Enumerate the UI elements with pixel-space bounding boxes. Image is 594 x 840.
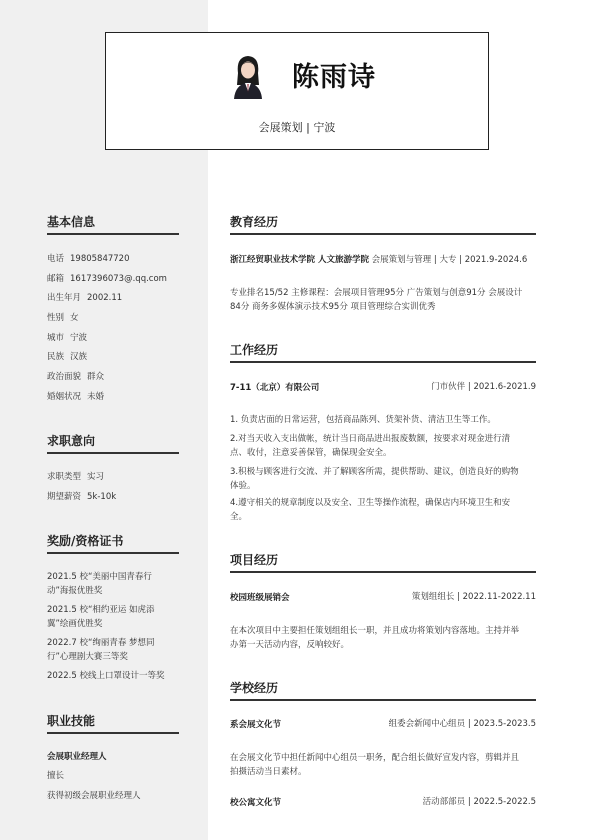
work-company: 7-11（北京）有限公司 [230,383,320,393]
info-row-phone: 电话 19805847720 [47,254,130,264]
info-row-marital: 婚姻状况 未婚 [47,392,105,402]
section-divider [47,732,179,734]
school-activity-name: 校公寓文化节 [230,798,282,808]
intent-row-salary: 期望薪资 5k-10k [47,492,117,502]
education-header: 浙江经贸职业技术学院 人文旅游学院 会展策划与管理 | 大专 | 2021.9-2024.6 [230,255,528,265]
education-description: 专业排名15/52 主修课程：会展项目管理95分 广告策划与创意91分 会展设计 84分 商务多媒体演示技术95分 项目管理综合实训优秀 [230,288,523,312]
section-divider [47,552,179,554]
section-divider [230,233,536,235]
award-item: 2021.5 校“美丽中国青春行 动”海报优胜奖 [47,572,152,596]
info-row-gender: 性别 女 [47,313,79,323]
project-role-date: 策划组组长 | 2022.11-2022.11 [411,592,536,602]
candidate-subtitle: 会展策划 | 宁波 [258,121,336,134]
avatar [230,51,266,99]
basic-info-title: 基本信息 [47,215,96,229]
section-divider [230,699,536,701]
award-item: 2022.7 校“绚丽青春 梦想同 行”心理剧大赛三等奖 [47,638,155,662]
header-card [105,32,489,150]
info-row-political: 政治面貌 群众 [47,372,105,382]
work-item: 2.对当天收入支出做帐，统计当日商品进出报废数额，按要求对现金进行清 点、收付，注意妥善保管，确保现金安全。 [230,434,511,458]
info-row-birth: 出生年月 2002.11 [47,293,123,303]
work-item: 4.遵守相关的规章制度以及安全、卫生等操作流程，确保店内环境卫生和安 全。 [230,498,511,522]
section-divider [47,452,179,454]
section-divider [47,233,179,235]
school-activity-role-date: 活动部部员 | 2022.5-2022.5 [422,797,536,807]
awards-title: 奖励/资格证书 [47,534,124,548]
project-description: 在本次项目中主要担任策划组组长一职，并且成功将策划内容落地。主持并举 办第一天活动内容，反响较好。 [230,626,520,650]
project-name: 校园班级展销会 [230,593,290,603]
info-row-ethnicity: 民族 汉族 [47,352,88,362]
school-experience-title: 学校经历 [230,681,279,695]
school-activity-role-date: 组委会新闻中心组员 | 2023.5-2023.5 [388,719,536,729]
education-title: 教育经历 [230,215,279,229]
info-row-city: 城市 宁波 [47,333,88,343]
school-activity-name: 系会展文化节 [230,720,282,730]
candidate-name: 陈雨诗 [292,62,376,93]
skill-cert: 获得初级会展职业经理人 [47,791,141,801]
job-intent-title: 求职意向 [47,434,96,448]
work-role-date: 门市伙伴 | 2021.6-2021.9 [431,382,536,392]
work-item: 3.积极与顾客进行交流、并了解顾客所需，提供帮助、建议，创造良好的购物 体验。 [230,467,519,491]
school-activity-description: 在会展文化节中担任新闻中心组员一职务，配合组长做好宣发内容，剪辑并且 拍摄活动当日素材。 [230,753,520,777]
intent-row-type: 求职类型 实习 [47,472,105,482]
info-row-email: 邮箱 1617396073@.qq.com [47,274,167,284]
work-item: 1. 负责店面的日常运营，包括商品陈列、货架补货、清洁卫生等工作。 [230,415,496,425]
skills-title: 职业技能 [47,714,96,728]
section-divider [230,361,536,363]
section-divider [230,571,536,573]
award-item: 2021.5 校“相约亚运 如虎添 翼”绘画优胜奖 [47,605,155,629]
work-title: 工作经历 [230,343,279,357]
project-title: 项目经历 [230,553,279,567]
skill-name: 会展职业经理人 [47,752,107,762]
award-item: 2022.5 校线上口罩设计一等奖 [47,671,165,681]
skill-level: 擅长 [47,771,65,781]
